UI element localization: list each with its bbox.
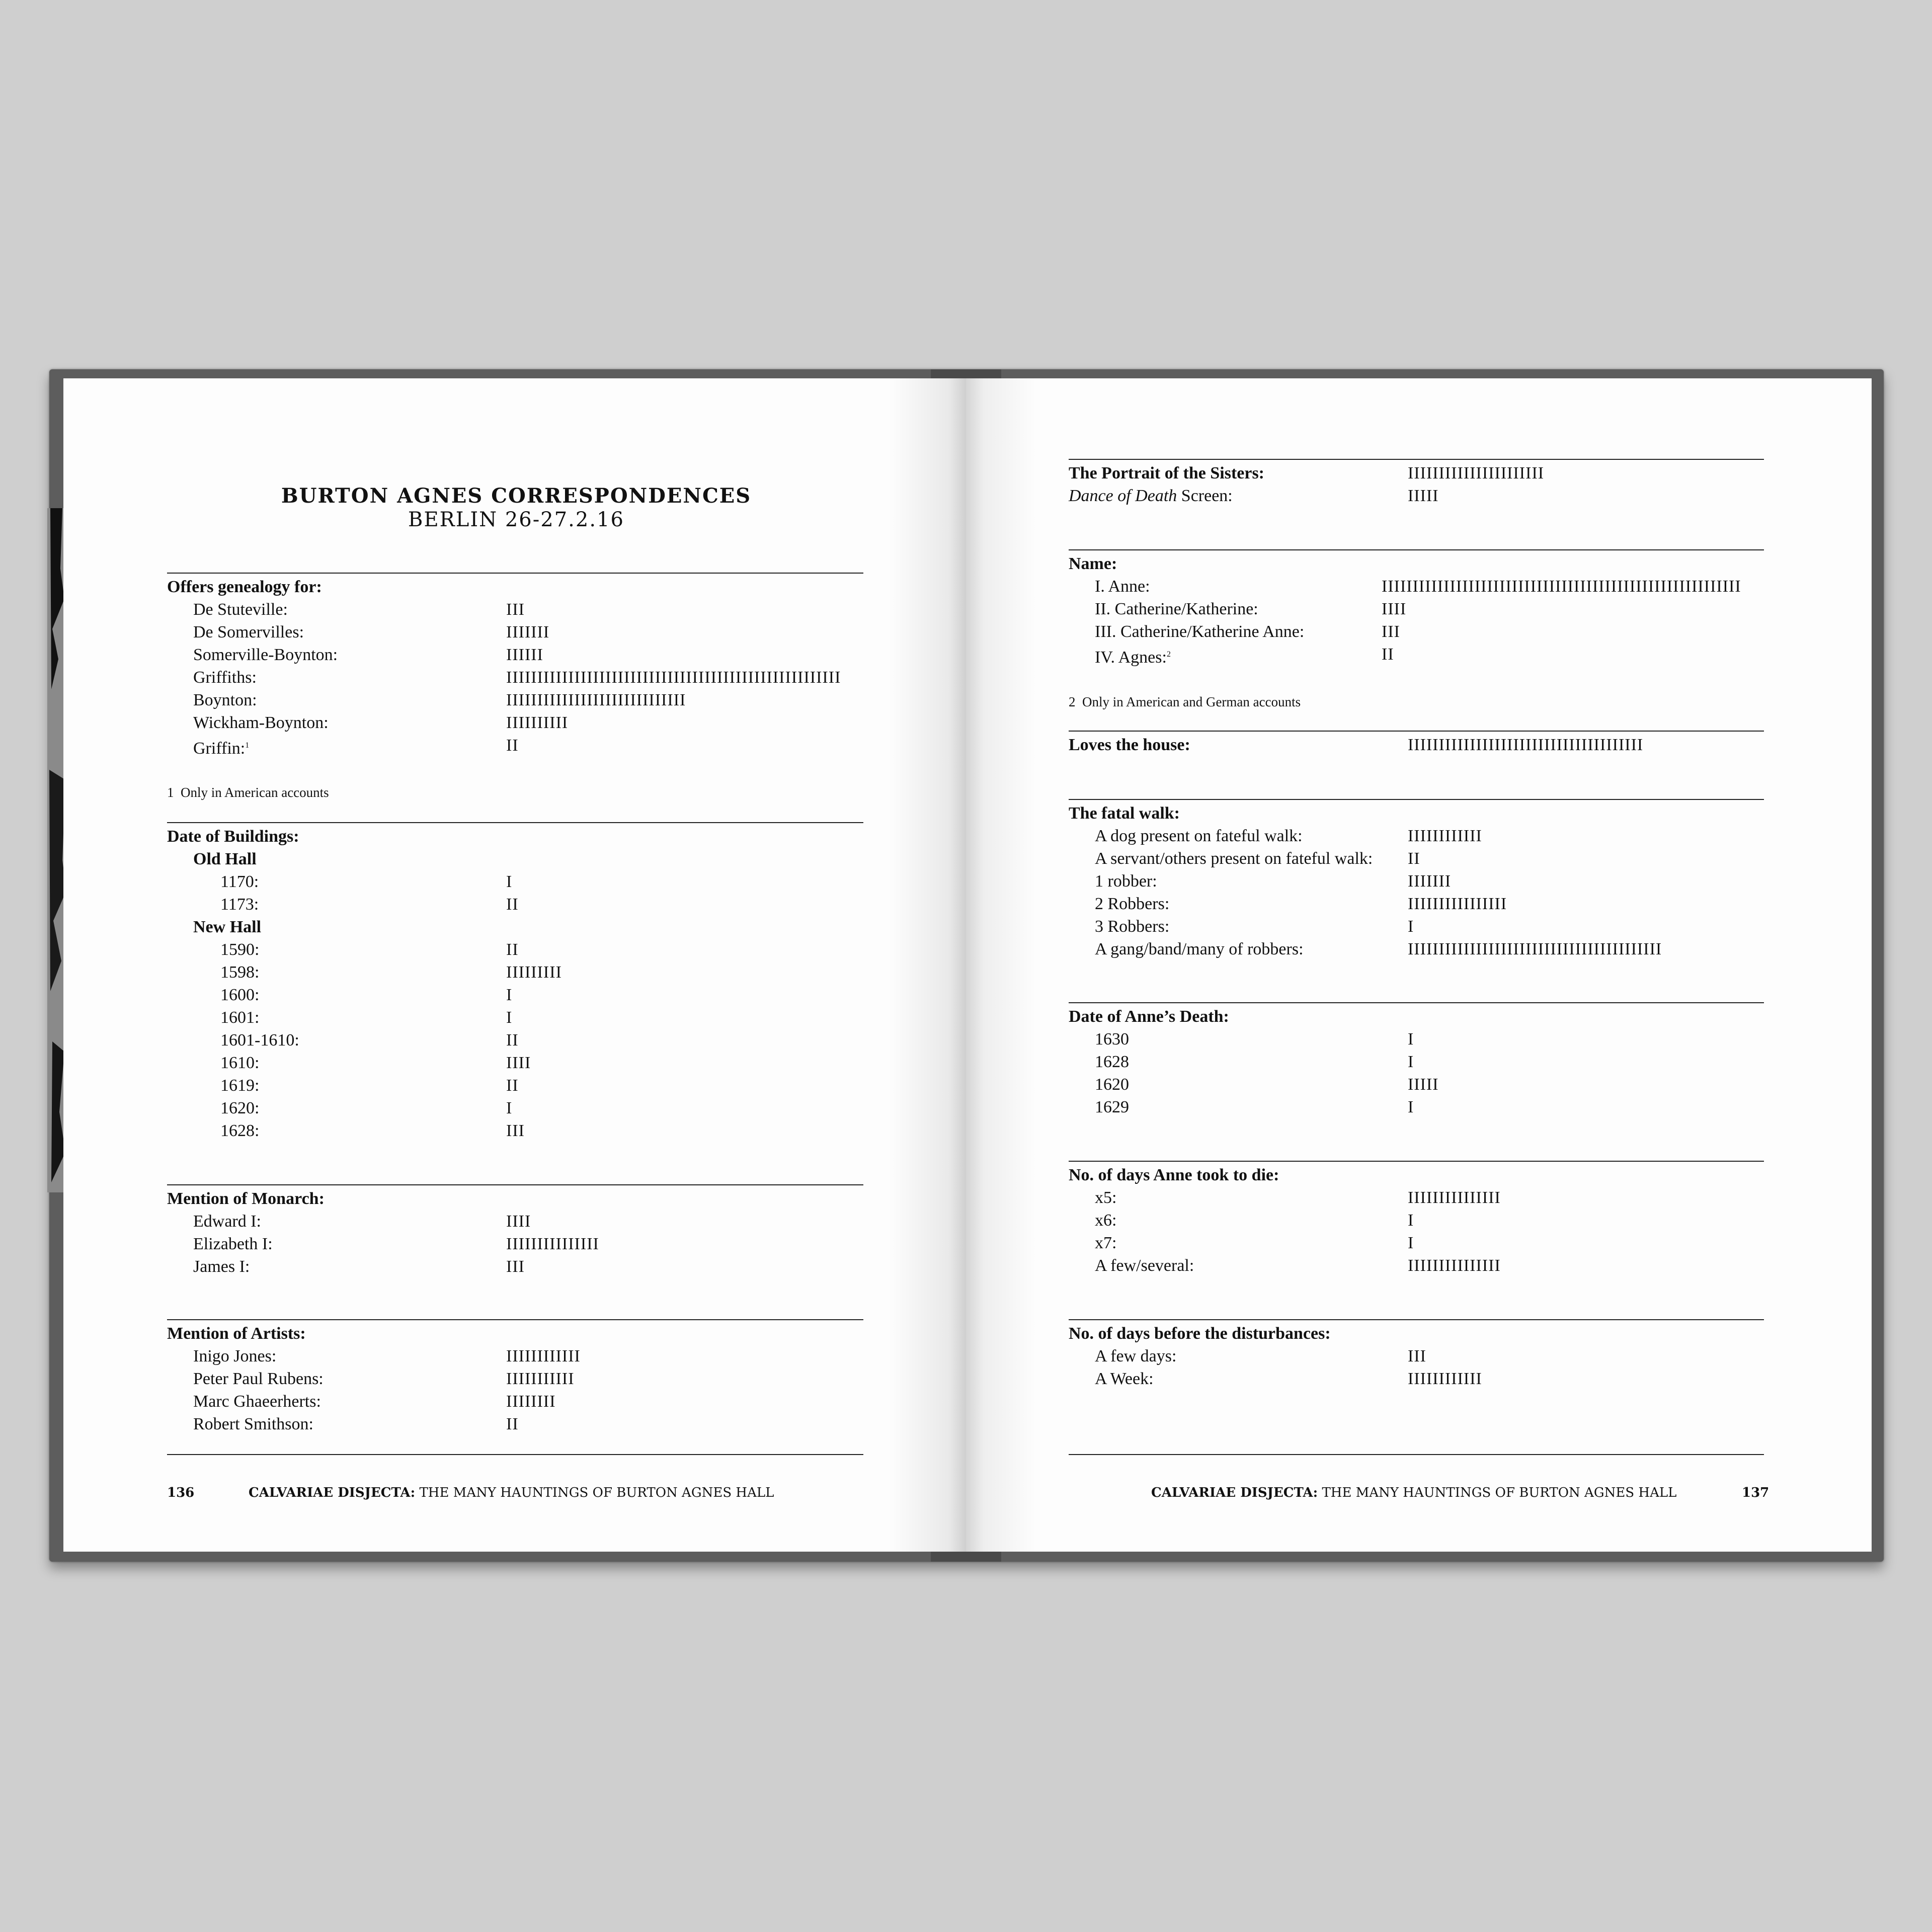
section-rule	[1069, 459, 1764, 460]
section-rule	[1069, 1161, 1764, 1162]
section-rule	[1069, 1002, 1764, 1003]
page-title: BURTON AGNES CORRESPONDENCES	[281, 484, 752, 508]
running-footer: CALVARIAE DISJECTA: THE MANY HAUNTINGS OF BURTON AGNES HALL	[249, 1485, 774, 1500]
footnote-marker: 2	[1166, 650, 1171, 659]
page-number: 136	[167, 1485, 195, 1500]
page-subtitle: BERLIN 26-27.2.16	[408, 508, 624, 531]
section-rule	[1069, 1454, 1764, 1455]
section-rule	[167, 1454, 863, 1455]
section-rule	[167, 822, 863, 823]
gutter-shadow	[889, 378, 969, 1552]
left-page: BURTON AGNES CORRESPONDENCES BERLIN 26-27.2.16 Offers genealogy for: De Stuteville: III De Somervilles: IIIIIII Somerville-Boynton: IIIIII Griffiths: IIIIIIIIIIIIIIIIIIIIIIIIIIIIIIIIIIIIIIIIIIIIIIIIIIIIII Boynton: IIIIIIIIIIIIIIIIIIIIIIIIIIIII Wickham-Boynton: IIIIIIIIII Griffin:$^1$ II 1 Only in American accounts Date of Buildings: Old Hall 1170: I 1173: II New Hall 1590: II 1598: IIIIIIIII 1600: I 1601: I 1601-1610: II 1610: IIII 1619: II 1620: I 1628: III Mention of Monarch: Edward I: IIII Elizabeth I: IIIIIIIIIIIIIII James I: III Mention of Artists: Inigo Jones: IIIIIIIIIIII Peter Paul Rubens: IIIIIIIIIII Marc Ghaeerherts: IIIIIIII Robert Smithson: II 136 CALVARIAE DISJECTA: THE MANY HAUNTINGS OF BURTON AGNES HALL	[63, 378, 969, 1552]
footnote: 1 Only in American accounts	[167, 785, 329, 800]
section-rule	[167, 1319, 863, 1320]
section-rule	[1069, 549, 1764, 550]
gutter-shadow	[966, 378, 1036, 1552]
section-rule	[1069, 799, 1764, 800]
footnote-marker: 1	[245, 741, 250, 750]
section-rule	[167, 573, 863, 574]
running-footer: CALVARIAE DISJECTA: THE MANY HAUNTINGS OF BURTON AGNES HALL	[1151, 1485, 1677, 1500]
section-rule	[1069, 731, 1764, 732]
page-number: 137	[1742, 1485, 1769, 1500]
footnote: 2 Only in American and German accounts	[1069, 694, 1301, 709]
section-rule	[1069, 1319, 1764, 1320]
section-rule	[167, 1184, 863, 1185]
right-page: The Portrait of the Sisters: IIIIIIIIIIIIIIIIIIIIII Dance of Death Screen: IIIII Name: I. Anne: IIIIIIIIIIIIIIIIIIIIIIIIIIIIIIIIIIIIIIIIIIIIIIIIIIIIIIIIII II. Catherine/Katherine: IIII III. Catherine/Katherine Anne: III IV. Agnes:$^2$ II 2 Only in American and German accounts Loves the house: IIIIIIIIIIIIIIIIIIIIIIIIIIIIIIIIIIIIII The fatal walk: A dog present on fateful walk: IIIIIIIIIIII A servant/others present on fateful walk: II 1 robber: IIIIIII 2 Robbers: IIIIIIIIIIIIIIII 3 Robbers: I A gang/band/many of robbers: IIIIIIIIIIIIIIIIIIIIIIIIIIIIIIIIIIIIIIIII Date of Anne’s Death: 1630 I 1628 I 1620 IIIII 1629 I No. of days Anne took to die: x5: IIIIIIIIIIIIIII x6: I x7: I A few/several: IIIIIIIIIIIIIII No. of days before the disturbances: A few days: III A Week: IIIIIIIIIIII CALVARIAE DISJECTA: THE MANY HAUNTINGS OF BURTON AGNES HALL 137	[966, 378, 1872, 1552]
